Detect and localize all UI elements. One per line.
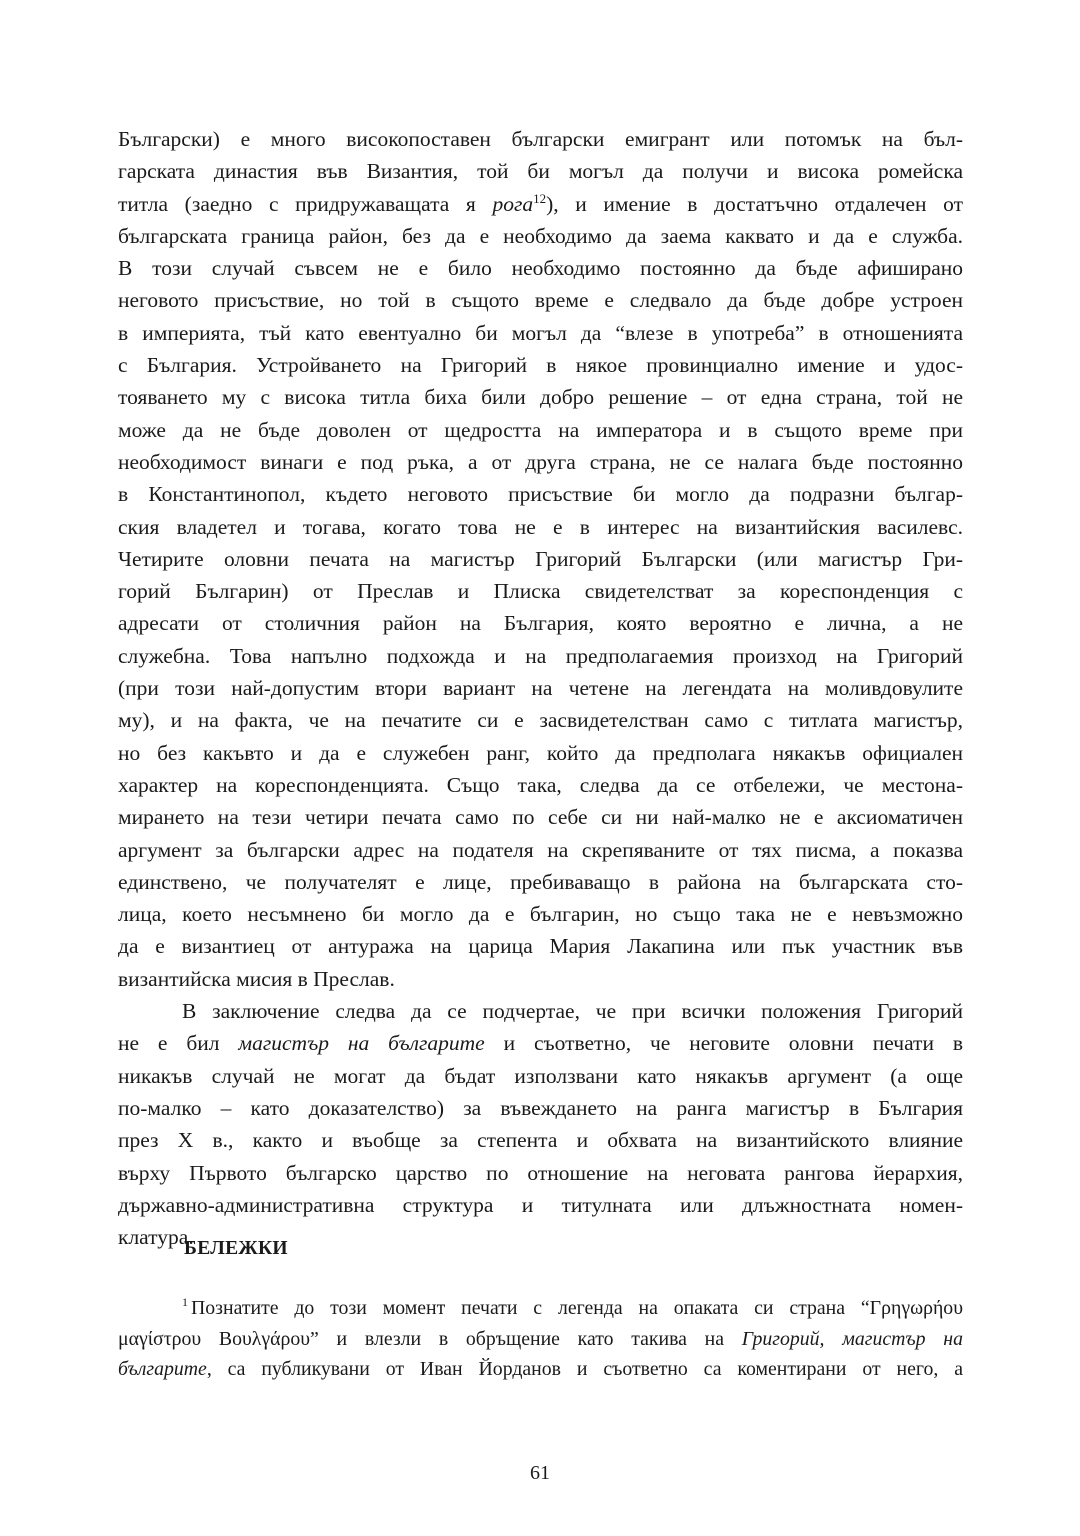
text-fragment: титла (заедно с придружаващата я bbox=[118, 191, 493, 216]
text-line: В този случай съвсем не е било необходимо постоянно да бъде афиширано bbox=[118, 256, 963, 281]
footnote-number: 1 bbox=[182, 1295, 188, 1310]
text-line: с България. Устройването на Григорий в някое провинциално имение и удос- bbox=[118, 353, 963, 378]
text-line: (при този най-допустим втори вариант на четене на легендата на моливдовулите bbox=[118, 676, 963, 701]
text-line: гарската династия във Византия, той би могъл да получи и висока ромейска bbox=[118, 159, 963, 184]
text-line: през X в., както и въобще за степента и обхвата на византийското влияние bbox=[118, 1128, 963, 1153]
paragraph-start-line: В заключение следва да се подчертае, че при всички положения Григорий bbox=[182, 999, 963, 1024]
text-line: лица, което несъмнено би могло да е българин, но също така не е невъзможно bbox=[118, 902, 963, 927]
text-line: характер на кореспонденцията. Също така, следва да се отбележи, че местона- bbox=[118, 772, 963, 797]
text-fragment: не е бил bbox=[118, 1031, 239, 1056]
text-line: адресати от столичния район на България, която вероятно е лична, а не bbox=[118, 611, 963, 636]
text-line: единствено, че получателят е лице, пребиваващо в района на българската сто- bbox=[118, 869, 963, 894]
footnote-line bbox=[118, 1293, 963, 1324]
text-line: му), и на факта, че на печатите си е засвидетелстван само с титлата магистър, bbox=[118, 708, 963, 733]
footnote-reference[interactable]: 12 bbox=[533, 190, 547, 206]
text-line: горий Българин) от Преслав и Плиска свидетелстват за кореспонденция с bbox=[118, 579, 963, 604]
page-number: 61 bbox=[530, 1462, 550, 1484]
text-line: мирането на тези четири печата само по себе си ни най-малко не е аксиоматичен bbox=[118, 805, 963, 830]
text-line: неговото присъствие, но той в същото време е следвало да бъде добре устроен bbox=[118, 288, 963, 313]
footnote-line bbox=[118, 1324, 963, 1355]
italic-term: магистър на българите bbox=[238, 1031, 485, 1056]
text-line: върху Първото българско царство по отношение на неговата рангова йерархия, bbox=[118, 1160, 963, 1185]
text-line: служебна. Това напълно подхожда и на предполагаемия произход на Григорий bbox=[118, 643, 963, 668]
footnote-line bbox=[118, 1354, 963, 1385]
text-line: но без какъвто и да е служебен ранг, който да предполага някакъв официален bbox=[118, 740, 963, 765]
text-line: да е византиец от антуража на царица Мария Лакапина или пък участник във bbox=[118, 934, 963, 959]
text-fragment: и съответно, че неговите оловни печати в bbox=[484, 1031, 963, 1056]
italic-term: Григорий, магистър на bbox=[741, 1327, 963, 1350]
text-line bbox=[118, 188, 963, 220]
text-fragment: Познатите до този момент печати с легенда на опаката си страна “Γρηγωρήου bbox=[191, 1297, 963, 1319]
text-fragment: , са публикувани от Иван Йорданов и съответно са коментирани от него, а bbox=[206, 1358, 963, 1380]
text-line: Четирите оловни печата на магистър Григорий Български (или магистър Гри- bbox=[118, 546, 963, 571]
italic-term: българите bbox=[118, 1358, 207, 1380]
footnote-block bbox=[118, 1293, 963, 1385]
text-line: може да не бъде доволен от щедростта на императора и в същото време при bbox=[118, 417, 963, 442]
text-line: клатура. bbox=[118, 1225, 194, 1250]
notes-heading: БЕЛЕЖКИ bbox=[184, 1238, 288, 1259]
text-fragment: ), и имение в достатъчно отдалечен от bbox=[546, 191, 963, 216]
italic-term: рога bbox=[492, 191, 534, 216]
text-line: по-малко – като доказателство) за въвеждането на ранга магистър в България bbox=[118, 1095, 963, 1120]
text-line: необходимост винаги е под ръка, а от друга страна, не се налага бъде постоянно bbox=[118, 449, 963, 474]
text-line: ския владетел и тогава, когато това не е в интерес на византийския василевс. bbox=[118, 514, 963, 539]
text-line: Български) е много високопоставен български емигрант или потомък на бъл- bbox=[118, 127, 963, 151]
text-line: никакъв случай не могат да бъдат използвани като някакъв аргумент (а още bbox=[118, 1063, 963, 1088]
text-line: византийска мисия в Преслав. bbox=[118, 966, 395, 991]
text-line: тояването му с висока титла биха били добро решение – от една страна, той не bbox=[118, 385, 963, 410]
text-line: държавно-административна структура и титулната или длъжностната номен- bbox=[118, 1192, 963, 1217]
text-line: аргумент за български адрес на подателя на скрепяваните от тях писма, а показва bbox=[118, 837, 963, 862]
text-line: българската граница район, без да е необходимо да заема каквато и да е служба. bbox=[118, 223, 963, 248]
body-text bbox=[118, 123, 963, 1253]
text-line: в Константинопол, където неговото присъствие би могло да подразни българ- bbox=[118, 482, 963, 507]
text-line bbox=[118, 1027, 963, 1059]
text-line: в империята, тъй като евентуално би могъл да “влезе в употреба” в отношенията bbox=[118, 320, 963, 345]
text-fragment: μαγίστρου Βουλγάρου” и влезли в обръщение като такива на bbox=[118, 1327, 742, 1350]
